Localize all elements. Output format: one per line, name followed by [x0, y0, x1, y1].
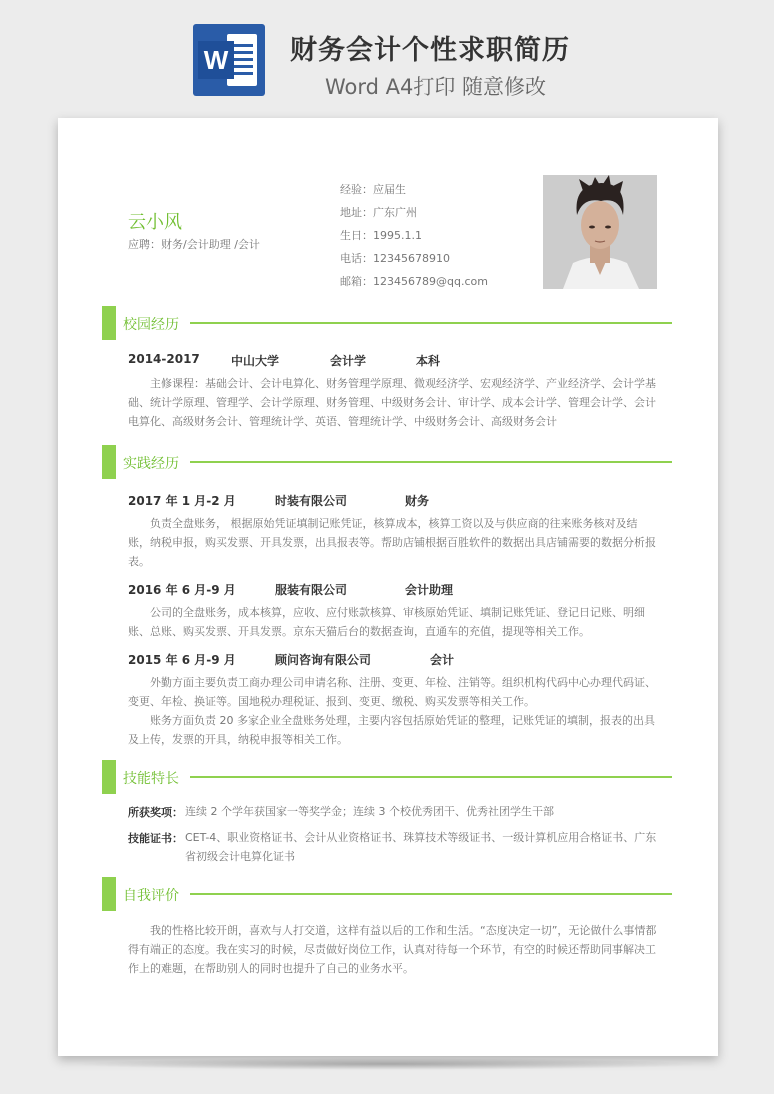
job-description: 外勤方面主要负责工商办理公司申请名称、注册、变更、年检、注销等。组织机构代码中心办理代码证、变更、年检、换证等。国地税办理税证、报到、变更、缴税、购买发票等相关工作。 [128, 676, 656, 708]
banner-header [0, 0, 774, 110]
candidate-name: 云小风 [128, 212, 182, 233]
info-address: 地址：广东广州 [340, 206, 417, 219]
job-description: 公司的全盘账务，成本核算，应收、应付账款核算、审核原始凭证、填制记账凭证、登记日记账、明细账、总账、购买发票、开具发票。京东天猫后台的数据查询，直通车的充值，提现等相关工作。 [128, 606, 645, 638]
self-evaluation: 我的性格比较开朗，喜欢与人打交道，这样有益以后的工作和生活。“态度决定一切”，无论做什么事情都得有端正的态度。我在实习的时候，尽责做好岗位工作，认真对待每一个环节，有空的时候还帮助同事解决工作上的难题，在帮助别人的同时也提升了自己的业务水平。 [128, 924, 657, 975]
info-experience: 经验：应届生 [340, 183, 406, 196]
certs-label: 技能证书： [128, 832, 183, 845]
profile-photo [543, 175, 657, 289]
campus-major: 会计学 [330, 354, 367, 368]
job-date: 2017 年 1 月-2 月 [128, 494, 236, 508]
word-letter-icon: W [198, 41, 234, 79]
section-marker-practice [102, 445, 116, 479]
campus-degree: 本科 [416, 354, 441, 368]
info-email: 邮箱：123456789@qq.com [340, 275, 488, 288]
campus-courses: 主修课程：基础会计、会计电算化、财务管理学原理、微观经济学、宏观经济学、产业经济学、会计学基础、统计学原理、管理学、会计学原理、财务管理、中级财务会计、审计学、成本会计学、管理会计学、会计电算化、高级财务会计、管理统计学、英语、管理统计学、中级财务会计、高级财务会计 [128, 377, 656, 428]
job-date: 2016 年 6 月-9 月 [128, 583, 236, 597]
campus-school: 中山大学 [231, 354, 280, 368]
section-divider [190, 893, 672, 895]
section-divider [190, 776, 672, 778]
banner-subtitle: Word A4打印 随意修改 [325, 75, 547, 99]
section-title-self: 自我评价 [123, 888, 179, 904]
resume-page [58, 118, 718, 1056]
job-row [128, 492, 648, 508]
job-row [128, 581, 648, 597]
job-company: 顾问咨询有限公司 [275, 653, 372, 667]
section-marker-campus [102, 306, 116, 340]
awards-label: 所获奖项： [128, 806, 183, 819]
word-document-icon [193, 24, 265, 96]
page-shadow [70, 1058, 706, 1070]
apply-position: 应聘：财务/会计助理 /会计 [128, 238, 260, 251]
banner-title: 财务会计个性求职简历 [290, 35, 570, 66]
job-role: 财务 [405, 494, 430, 508]
awards-text: 连续 2 个学年获国家一等奖学金；连续 3 个校优秀团干、优秀社团学生干部 [185, 805, 554, 818]
job-role: 会计 [430, 653, 455, 667]
certs-text: CET-4、职业资格证书、会计从业资格证书、珠算技术等级证书、一级计算机应用合格证书、广东省初级会计电算化证书 [185, 831, 657, 863]
info-phone: 电话：12345678910 [340, 252, 450, 265]
section-divider [190, 461, 672, 463]
section-title-practice: 实践经历 [123, 456, 179, 472]
section-title-skills: 技能特长 [123, 771, 179, 787]
section-divider [190, 322, 672, 324]
section-marker-skills [102, 760, 116, 794]
section-title-campus: 校园经历 [123, 317, 179, 333]
job-description-extra: 账务方面负责 20 多家企业全盘账务处理，主要内容包括原始凭证的整理，记账凭证的填制，报表的出具及上传，发票的开具，纳税申报等相关工作。 [128, 714, 655, 746]
job-row [128, 651, 648, 667]
job-date: 2015 年 6 月-9 月 [128, 653, 236, 667]
job-company: 服装有限公司 [275, 583, 348, 597]
job-company: 时装有限公司 [275, 494, 348, 508]
campus-row [128, 352, 648, 368]
section-marker-self [102, 877, 116, 911]
job-role: 会计助理 [405, 583, 454, 597]
info-birthday: 生日：1995.1.1 [340, 229, 422, 242]
campus-date: 2014-2017 [128, 352, 200, 366]
job-description: 负责全盘账务， 根据原始凭证填制记账凭证，核算成本，核算工资以及与供应商的往来账务核对及结账，纳税申报，购买发票、开具发票，出具报表等。帮助店铺根据百胜软件的数据出具店铺需要的数据分析报表。 [128, 517, 656, 568]
